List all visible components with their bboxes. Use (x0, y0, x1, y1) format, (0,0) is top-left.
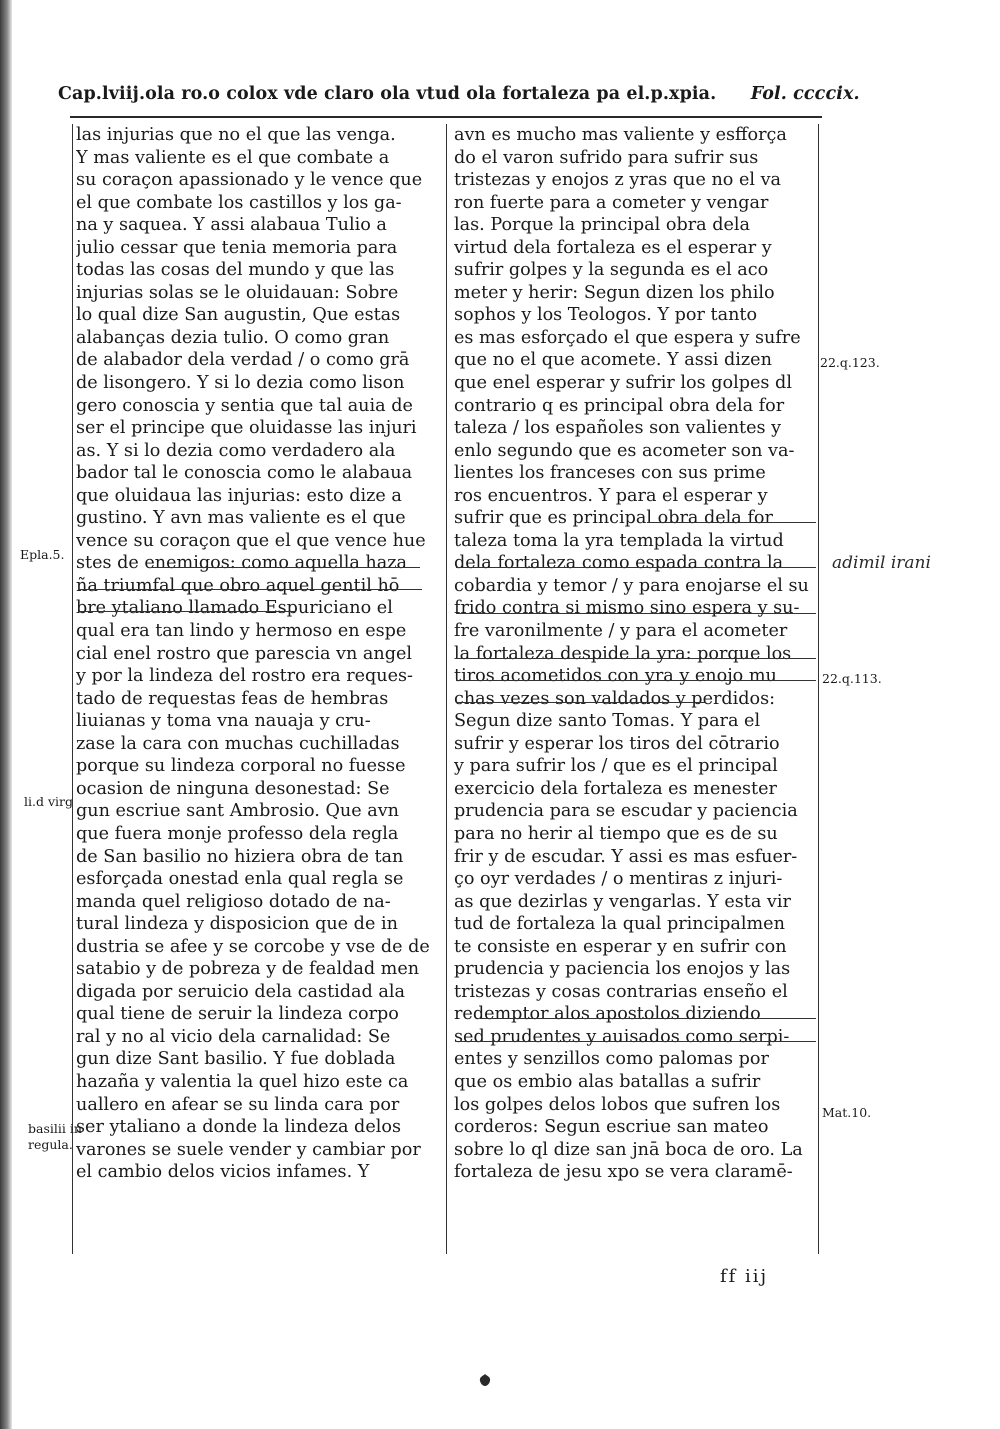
text-line: cobardia y temor / y para enojarse el su (454, 575, 809, 596)
hand-underline (456, 567, 816, 568)
text-line: uallero en afear se su linda cara por (76, 1094, 400, 1115)
text-line: ron fuerte para a cometer y vengar (454, 192, 769, 213)
text-line: bador tal le conoscia como le alabaua (76, 463, 413, 484)
text-line: gun dize Sant basilio. Y fue doblada (76, 1049, 396, 1070)
hand-underline (456, 613, 816, 614)
text-line: ser el principe que oluidasse las injuri (76, 418, 417, 439)
text-line: gun escriue sant Ambrosio. Que avn (76, 801, 399, 822)
text-line: y para sufrir los / que es el principal (454, 756, 778, 777)
text-line: que no el que acomete. Y assi dizen (454, 350, 772, 371)
text-line: la fortaleza despide la yra: porque los (454, 643, 792, 664)
text-line: tristezas y cosas contrarias enseño el (454, 981, 788, 1002)
text-line: na y saquea. Y assi alabaua Tulio a (76, 215, 387, 236)
text-line: de lisongero. Y si lo dezia como lison (76, 373, 405, 394)
text-line: que os embio alas batallas a sufrir (454, 1071, 761, 1092)
text-line: redemptor alos apostolos diziendo (454, 1004, 761, 1025)
text-line: contrario q es principal obra dela for (454, 395, 785, 416)
text-line: exercicio dela fortaleza es menester (454, 778, 777, 799)
text-line: corderos: Segun escriue san mateo (454, 1117, 769, 1138)
text-line: su coraçon apassionado y le vence que (76, 170, 423, 191)
hand-underline (480, 1018, 816, 1019)
text-line: vence su coraçon que el que vence hue (76, 530, 426, 551)
right-text-column (454, 124, 810, 1184)
hand-underline (78, 589, 422, 590)
handwritten-annotation: adimil irani (832, 553, 931, 573)
text-line: el que combate los castillos y los ga- (76, 192, 402, 213)
text-line: te consiste en esperar y en sufrir con (454, 936, 787, 957)
text-line: sufrir que es principal obra dela for (454, 508, 773, 529)
text-line: ros encuentros. Y para el esperar y (454, 485, 768, 506)
hand-underline (152, 567, 420, 568)
text-line: meter y herir: Segun dizen los philo (454, 282, 775, 303)
folio-number: Fol. ccccix. (750, 84, 860, 104)
text-line: tural lindeza y disposicion que de in (76, 914, 398, 935)
text-line: satabio y de pobreza y de fealdad men (76, 959, 420, 980)
text-line: entes y senzillos como palomas por (454, 1049, 769, 1070)
text-line: gustino. Y avn mas valiente es el que (76, 508, 406, 529)
text-line: lo qual dize San augustin, Que estas (76, 305, 401, 326)
margin-note: li.d virg (24, 794, 73, 809)
text-line: sufrir golpes y la segunda es el aco (454, 260, 769, 281)
margin-note: basilii in (28, 1121, 82, 1136)
center-column-rule (446, 124, 447, 1254)
fleuron-icon (478, 1373, 492, 1387)
text-line: injurias solas se le oluidauan: Sobre (76, 282, 399, 303)
text-line: avn es mucho mas valiente y esfforça (454, 125, 787, 145)
text-line: gero conoscia y sentia que tal auia de (76, 395, 413, 416)
text-line: bre ytaliano llamado Espuriciano el (76, 598, 393, 619)
text-line: ço oyr verdades / o mentiras z injuri- (454, 869, 783, 890)
text-line: frir y de escudar. Y assi es mas esfuer- (454, 846, 798, 867)
text-line: taleza / los españoles son valientes y (454, 418, 782, 439)
text-line: frido contra si mismo sino espera y su- (454, 598, 800, 619)
hand-underline (456, 1041, 816, 1042)
text-line: es mas esforçado el que espera y sufre (454, 327, 801, 348)
page-gutter-shadow (0, 0, 12, 1429)
text-line: que fuera monje professo dela regla (76, 823, 399, 844)
text-line: esforçada onestad enla qual regla se (76, 869, 404, 890)
text-line: qual era tan lindo y hermoso en espe (76, 621, 407, 642)
text-line: sobre lo ql dize san jnā boca de oro. La (454, 1139, 803, 1160)
text-line: zase la cara con muchas cuchilladas (76, 733, 400, 754)
text-line: dela fortaleza como espada contra la (454, 553, 784, 574)
text-line: porque su lindeza corporal no fuesse (76, 756, 406, 777)
text-line: sed prudentes y auisados como serpi- (454, 1026, 790, 1047)
text-line: que oluidaua las injurias: esto dize a (76, 485, 402, 506)
text-line: dustria se afee y se corcobe y vse de de (76, 936, 430, 957)
text-line: alabanças dezia tulio. O como gran (76, 327, 390, 348)
text-line: Y mas valiente es el que combate a (76, 147, 390, 168)
text-line: tado de requestas feas de hembras (76, 688, 389, 709)
text-line: y por la lindeza del rostro era reques- (76, 666, 414, 687)
left-text-column (76, 124, 432, 1184)
text-line: las injurias que no el que las venga. (76, 125, 396, 145)
right-column-rule (818, 124, 819, 1254)
text-line: ser ytaliano a donde la lindeza delos (76, 1117, 401, 1138)
margin-note: Epla.5. (20, 547, 65, 562)
running-title: Cap.lviij.ola ro.o colox vde claro ola vtud ola fortaleza pa el.p.xpia. (58, 84, 717, 104)
text-line: hazaña y valentia la quel hizo este ca (76, 1071, 409, 1092)
hand-underline (648, 522, 816, 523)
text-line: sufrir y esperar los tiros del cōtrario (454, 733, 780, 754)
text-line: stes de enemigos: como aquella haza (76, 553, 407, 574)
running-head (58, 84, 860, 104)
text-line: de alabador dela verdad / o como grā (76, 350, 410, 371)
hand-underline (456, 658, 816, 659)
text-line: virtud dela fortaleza es el esperar y (454, 237, 772, 258)
text-line: julio cessar que tenia memoria para (76, 237, 398, 258)
text-line: ral y no al vicio dela carnalidad: Se (76, 1026, 391, 1047)
text-line: tud de fortaleza la qual principalmen (454, 914, 785, 935)
text-line: enlo segundo que es acometer son va- (454, 440, 795, 461)
header-rule (70, 116, 822, 118)
text-line: do el varon sufrido para sufrir sus (454, 147, 759, 168)
text-line: as que dezirlas y vengarlas. Y esta vir (454, 891, 791, 912)
text-line: ña triumfal que obro aquel gentil hō (76, 575, 400, 596)
text-line: ocasion de ninguna desonestad: Se (76, 778, 390, 799)
text-line: digada por seruicio dela castidad ala (76, 981, 405, 1002)
text-line: lientes los franceses con sus prime (454, 463, 766, 484)
text-line: de San basilio no hiziera obra de tan (76, 846, 404, 867)
text-line: prudencia y paciencia los enojos y las (454, 959, 791, 980)
text-line: chas vezes son valdados y perdidos: (454, 688, 776, 709)
hand-underline (78, 611, 296, 612)
text-line: fortaleza de jesu xpo se vera claramē- (454, 1162, 793, 1183)
signature-mark: ff iij (720, 1266, 769, 1287)
margin-note: 22.q.123. (820, 355, 880, 370)
text-line: Segun dize santo Tomas. Y para el (454, 711, 761, 732)
text-line: tiros acometidos con yra y enojo mu (454, 666, 777, 687)
hand-underline (456, 702, 706, 703)
text-line: fre varonilmente / y para el acometer (454, 621, 788, 642)
text-line: sophos y los Teologos. Y por tanto (454, 305, 758, 326)
text-line: manda quel religioso dotado de na- (76, 891, 391, 912)
margin-note: 22.q.113. (822, 671, 882, 686)
text-line: tristezas y enojos z yras que no el va (454, 170, 782, 191)
text-line: as. Y si lo dezia como verdadero ala (76, 440, 396, 461)
text-line: prudencia para se escudar y paciencia (454, 801, 798, 822)
margin-note: regula. (28, 1137, 73, 1152)
left-column-rule (72, 124, 73, 1254)
text-line: varones se suele vender y cambiar por (76, 1139, 421, 1160)
text-line: liuianas y toma vna nauaja y cru- (76, 711, 371, 732)
text-line: las. Porque la principal obra dela (454, 215, 750, 236)
text-line: los golpes delos lobos que sufren los (454, 1094, 781, 1115)
text-line: taleza toma la yra templada la virtud (454, 530, 784, 551)
text-line: qual tiene de seruir la lindeza corpo (76, 1004, 399, 1025)
hand-underline (456, 680, 816, 681)
text-line: que enel esperar y sufrir los golpes dl (454, 373, 792, 394)
text-line: el cambio delos vicios infames. Y (76, 1162, 370, 1183)
text-line: cial enel rostro que parescia vn angel (76, 643, 413, 664)
text-line: todas las cosas del mundo y que las (76, 260, 395, 281)
margin-note: Mat.10. (822, 1105, 872, 1120)
text-line: para no herir al tiempo que es de su (454, 823, 778, 844)
